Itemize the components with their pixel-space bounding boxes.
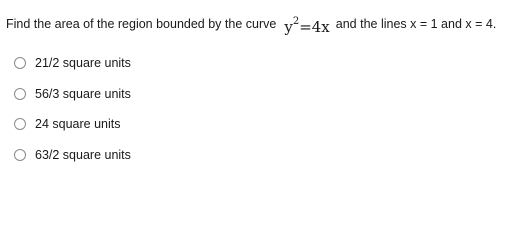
answer-options <box>14 48 314 170</box>
answer-option-label: 24 square units <box>35 117 121 132</box>
question-text <box>6 10 530 36</box>
equation-rhs: =4x <box>299 18 330 36</box>
answer-option-label: 56/3 square units <box>35 86 131 101</box>
radio-button[interactable] <box>14 88 26 100</box>
equation-exponent: 2 <box>292 16 300 27</box>
question-prefix: Find the area of the region bounded by the curve <box>6 17 277 31</box>
answer-option-label: 63/2 square units <box>35 147 131 162</box>
answer-option-4[interactable] <box>14 140 314 171</box>
answer-option-3[interactable] <box>14 109 314 140</box>
answer-option-label: 21/2 square units <box>35 56 131 71</box>
radio-button[interactable] <box>14 57 26 69</box>
answer-option-2[interactable] <box>14 79 314 110</box>
radio-button[interactable] <box>14 149 26 161</box>
answer-option-1[interactable] <box>14 48 314 79</box>
question-suffix: and the lines x = 1 and x = 4. <box>335 17 497 31</box>
curve-equation <box>284 18 329 36</box>
radio-button[interactable] <box>14 118 26 130</box>
equation-variable: y <box>284 18 293 36</box>
